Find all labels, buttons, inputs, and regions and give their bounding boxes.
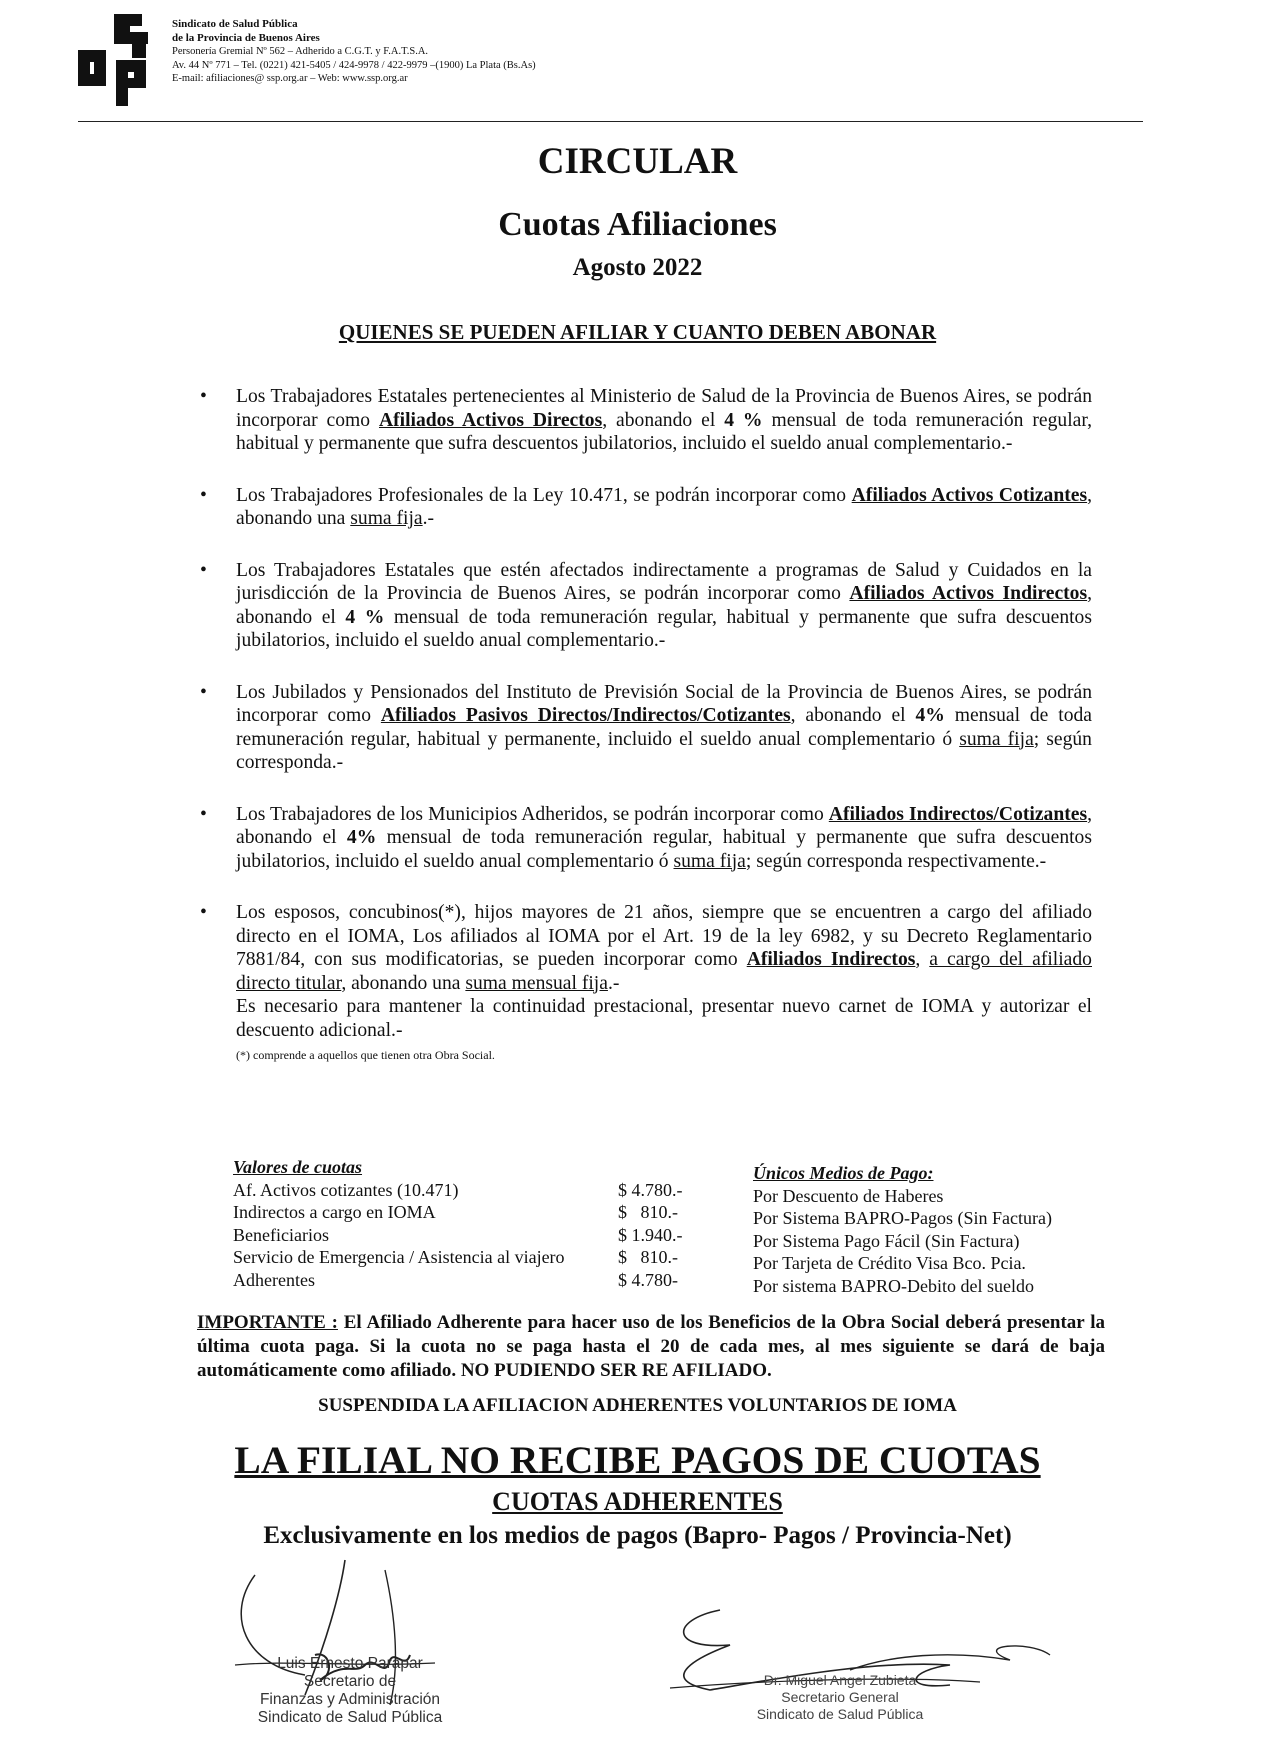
signatory-1-stamp <box>220 1655 480 1727</box>
list-item: • Los esposos, concubinos(*), hijos mayores de 21 años, siempre que se encuentren a cargo del afiliado directo en el IOMA, Los afiliados al IOMA por el Art. 19 de la ley 6982, y su Decreto Reglamentario 7881/84, con sus modificatorias, se pueden incorporar como Afiliados Indirectos, a cargo del afiliado directo titular, abonando una suma mensual fija.- Es necesario para mantener la continuidad prestacional, presentar nuevo carnet de IOMA y autorizar el descuento adicional.- (*) comprende a aquellos que tienen otra Obra Social. <box>200 902 1092 1062</box>
important-label: IMPORTANTE : <box>197 1312 338 1333</box>
org-registration: Personería Gremial Nº 562 – Adherido a C.G.T. y F.A.T.S.A. <box>172 46 429 57</box>
table-row: Af. Activos cotizantes (10.471) $ 4.780.- <box>233 1179 683 1200</box>
bullet-icon: • <box>200 484 207 506</box>
payment-methods-heading: Únicos Medios de Pago: <box>753 1163 934 1183</box>
org-contact: E-mail: afiliaciones@ ssp.org.ar – Web: www.ssp.org.ar <box>172 73 408 84</box>
bullet-icon: • <box>200 902 207 923</box>
suspension-notice: SUSPENDIDA LA AFILIACION ADHERENTES VOLUNTARIOS DE IOMA <box>318 1395 957 1416</box>
payment-channels-note: Exclusivamente en los medios de pagos (Bapro- Pagos / Provincia-Net) <box>263 1522 1012 1549</box>
bullet-icon: • <box>200 681 207 703</box>
list-item: Por sistema BAPRO-Debito del sueldo <box>753 1275 1034 1296</box>
signatory-1-role: Secretario de <box>303 1673 397 1690</box>
header-divider <box>78 121 1143 122</box>
signatory-2-stamp <box>690 1672 990 1723</box>
doc-subtitle: Cuotas Afiliaciones <box>498 206 777 243</box>
bullet-icon: • <box>200 386 207 407</box>
fee-table-heading: Valores de cuotas <box>233 1157 363 1177</box>
fee-table <box>233 1156 693 1291</box>
list-item: Por Descuento de Haberes <box>753 1185 944 1206</box>
doc-title: CIRCULAR <box>537 141 738 182</box>
signatory-2-role: Secretario General <box>781 1689 899 1705</box>
signatory-1-org: Sindicato de Salud Pública <box>257 1709 443 1726</box>
list-item: Por Tarjeta de Crédito Visa Bco. Pcia. <box>753 1253 1026 1273</box>
list-item: • Los Trabajadores Profesionales de la Ley 10.471, se podrán incorporar como Afiliados Activos Cotizantes, abonando una suma fija.- <box>200 484 1092 529</box>
bullet-icon: • <box>200 803 207 825</box>
section-heading: QUIENES SE PUEDEN AFILIAR Y CUANTO DEBEN ABONAR <box>338 320 937 344</box>
adherent-fees-heading: CUOTAS ADHERENTES <box>492 1487 783 1516</box>
main-notice: LA FILIAL NO RECIBE PAGOS DE CUOTAS <box>234 1438 1041 1482</box>
list-item: • Los Trabajadores Estatales pertenecientes al Ministerio de Salud de la Provincia de Buenos Aires, se podrán incorporar como Afiliados Activos Directos, abonando el 4 % mensual de toda remuneración regular, habitual y permanente que sufra descuentos jubilatorios, incluido el sueldo anual complementario.- <box>200 386 1092 454</box>
signatory-2-name: Dr. Miguel Angel Zubieta <box>763 1672 917 1688</box>
table-row: Beneficiarios $ 1.940.- <box>233 1224 683 1245</box>
table-row: Servicio de Emergencia / Asistencia al viajero $ 810.- <box>233 1247 678 1267</box>
letterhead <box>172 18 536 86</box>
table-row: Adherentes $ 4.780- <box>233 1269 678 1290</box>
eligibility-list <box>194 385 1092 1066</box>
org-name: Sindicato de Salud Pública <box>172 18 298 30</box>
org-address: Av. 44 Nº 771 – Tel. (0221) 421-5405 / 424-9978 / 422-9979 –(1900) La Plata (Bs.As) <box>172 59 536 71</box>
list-item: • Los Trabajadores Estatales que estén afectados indirectamente a programas de Salud y Cuidados en la jurisdicción de la Provincia de Buenos Aires, se podrán incorporar como Afiliados Activos Indirectos, abonando el 4 % mensual de toda remuneración regular, habitual y permanente que sufra descuentos jubilatorios, incluido el sueldo anual complementario.- <box>200 559 1093 651</box>
signatory-1-role: Finanzas y Administración <box>259 1691 441 1708</box>
list-item: • Los Trabajadores de los Municipios Adheridos, se podrán incorporar como Afiliados Indirectos/Cotizantes, abonando el 4% mensual de toda remuneración regular, habitual y permanente que sufra descuentos jubilatorios, incluido el sueldo anual complementario ó suma fija; según corresponda respectivamente.- <box>200 803 1092 872</box>
signatory-1-name: Luis Ernesto Parapar <box>277 1655 423 1672</box>
list-item: • Los Jubilados y Pensionados del Instituto de Previsión Social de la Provincia de Buenos Aires, se podrán incorporar como Afiliados Pasivos Directos/Indirectos/Cotizantes, abonando el 4% mensual de toda remuneración regular, habitual y permanente, incluido el sueldo anual complementario ó suma fija; según corresponda.- <box>200 681 1092 773</box>
doc-date: Agosto 2022 <box>572 254 703 281</box>
footnote: (*) comprende a aquellos que tienen otra Obra Social. <box>236 1048 495 1062</box>
payment-methods <box>753 1162 1133 1297</box>
list-item: Por Sistema BAPRO-Pagos (Sin Factura) <box>753 1208 1052 1228</box>
org-province: de la Provincia de Buenos Aires <box>172 31 320 44</box>
important-notice: IMPORTANTE : El Afiliado Adherente para hacer uso de los Beneficios de la Obra Social deberá presentar la última cuota paga. Si la cuota no se paga hasta el 20 de cada mes, al mes siguiente se dará de baja automáticamente como afiliado. NO PUDIENDO SER RE AFILIADO. <box>197 1312 1105 1381</box>
list-item: Por Sistema Pago Fácil (Sin Factura) <box>753 1230 1020 1251</box>
signatory-2-org: Sindicato de Salud Pública <box>756 1706 924 1722</box>
bullet-icon: • <box>200 559 207 581</box>
ssp-logo <box>78 14 148 106</box>
table-row: Indirectos a cargo en IOMA $ 810.- <box>233 1202 678 1222</box>
